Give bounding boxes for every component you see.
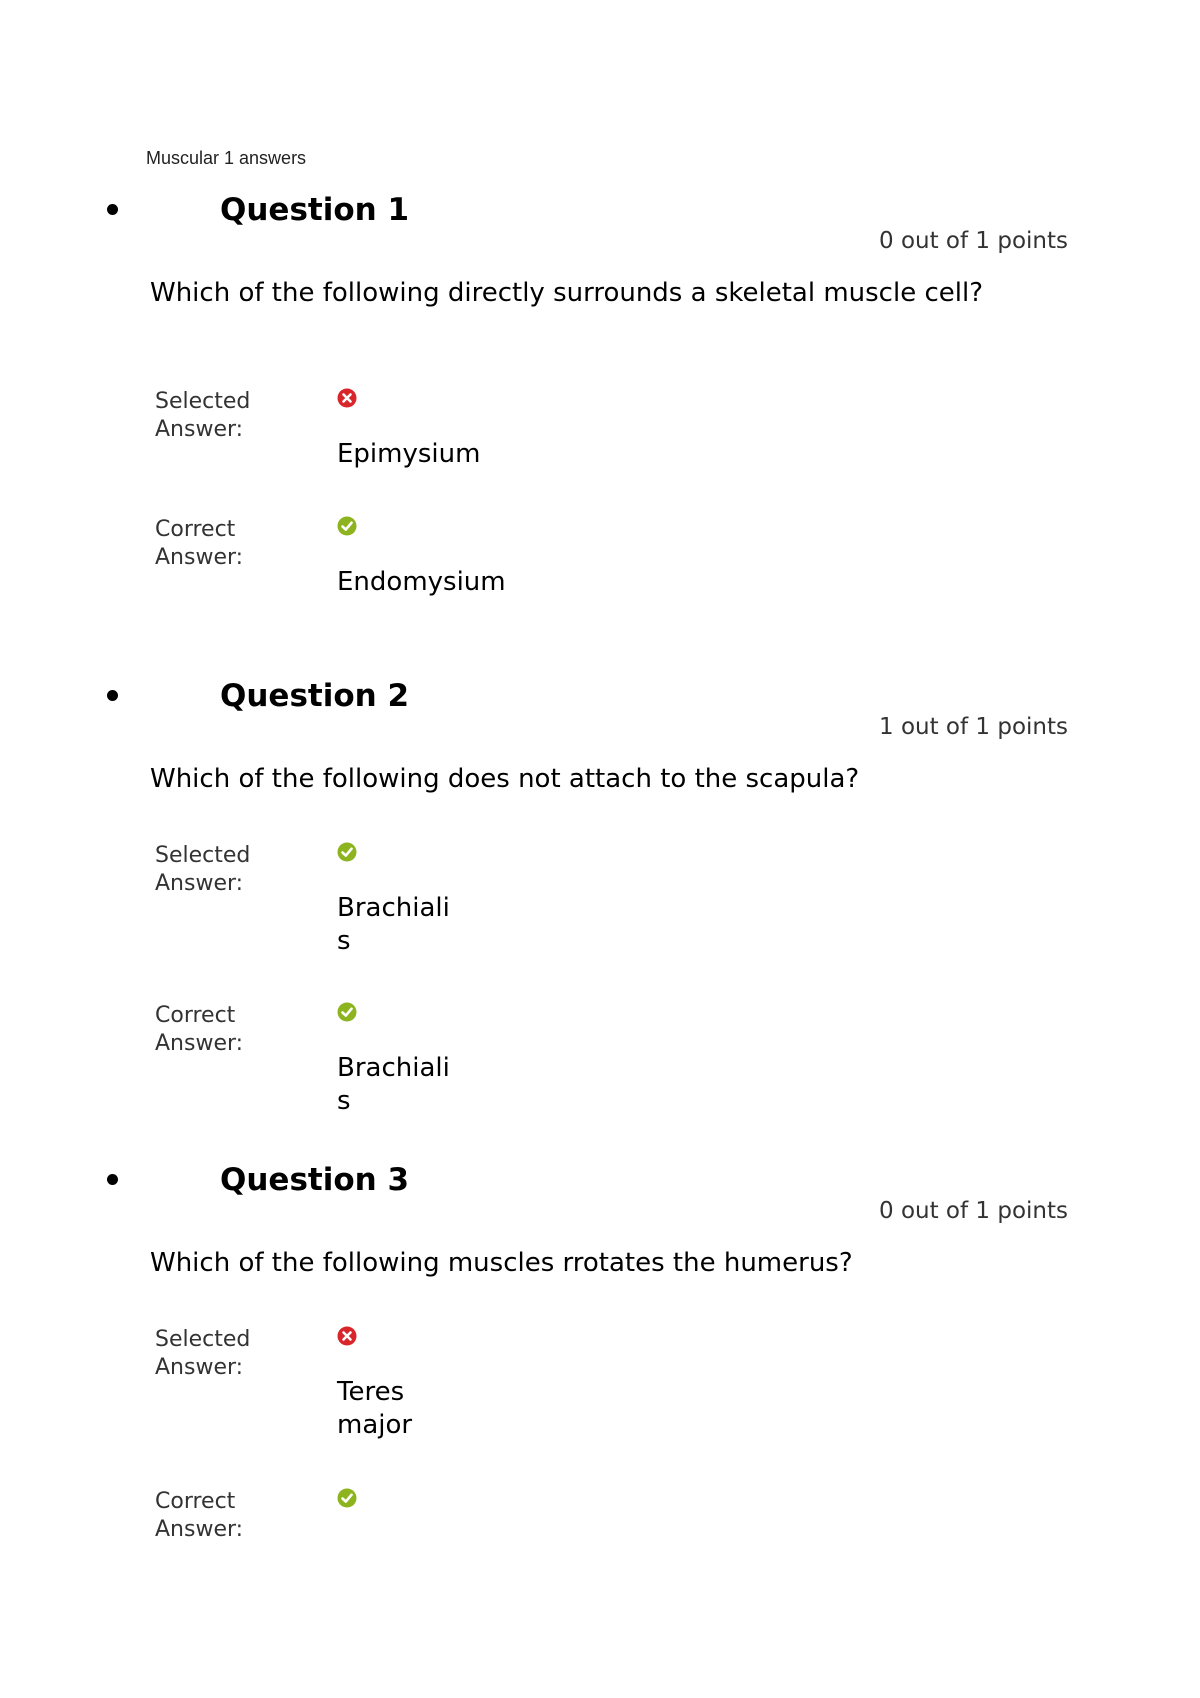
- question-heading: Question 3: [220, 1162, 410, 1198]
- selected-answer-label: Selected Answer:: [155, 843, 251, 896]
- correct-answer-label: Correct Answer:: [155, 1489, 244, 1542]
- question-points: 0 out of 1 points: [879, 1198, 1068, 1224]
- selected-answer-value: Teres major: [337, 1377, 413, 1440]
- bullet-icon: [107, 690, 118, 701]
- correct-answer-label: Correct Answer:: [155, 1003, 244, 1056]
- question-text: Which of the following directly surrounds a skeletal muscle cell?: [150, 278, 983, 308]
- wrong-x-icon: [337, 1326, 357, 1346]
- selected-answer-value: Epimysium: [337, 439, 481, 469]
- correct-answer-value: Endomysium: [337, 567, 506, 597]
- question-points: 1 out of 1 points: [879, 714, 1068, 740]
- correct-check-icon: [337, 1002, 357, 1022]
- selected-answer-label: Selected Answer:: [155, 1327, 251, 1380]
- question-points: 0 out of 1 points: [879, 228, 1068, 254]
- wrong-x-icon: [337, 388, 357, 408]
- correct-check-icon: [337, 842, 357, 862]
- question-heading: Question 1: [220, 192, 410, 228]
- correct-answer-label: Correct Answer:: [155, 517, 244, 570]
- document-title: Muscular 1 answers: [146, 148, 307, 168]
- correct-answer-value: Brachialis: [337, 1053, 450, 1116]
- bullet-icon: [107, 204, 118, 215]
- question-heading: Question 2: [220, 678, 410, 714]
- question-text: Which of the following does not attach to the scapula?: [150, 764, 860, 794]
- question-text: Which of the following muscles rrotates the humerus?: [150, 1248, 853, 1278]
- selected-answer-label: Selected Answer:: [155, 389, 251, 442]
- correct-check-icon: [337, 1488, 357, 1508]
- bullet-icon: [107, 1174, 118, 1185]
- selected-answer-value: Brachialis: [337, 893, 450, 956]
- correct-check-icon: [337, 516, 357, 536]
